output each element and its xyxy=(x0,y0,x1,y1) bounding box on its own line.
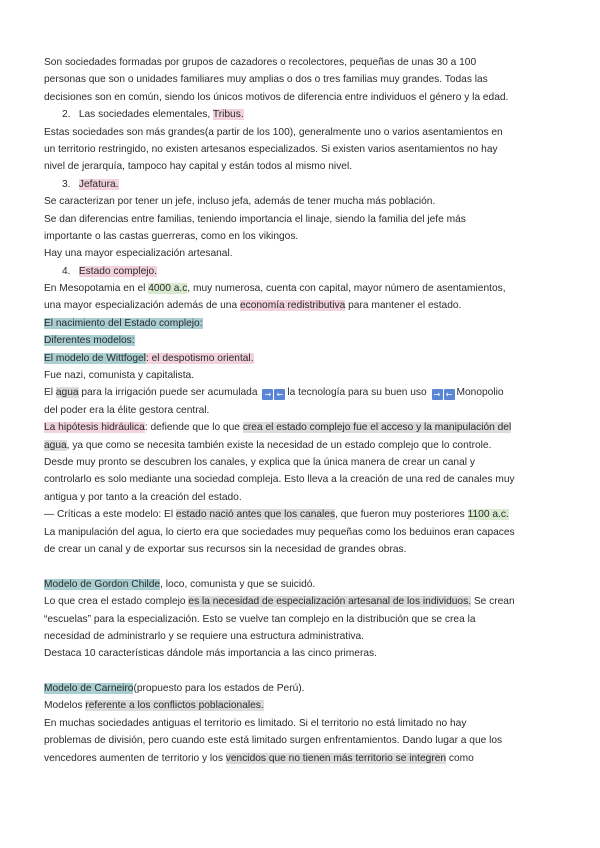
text-span: para mantener el estado. xyxy=(345,300,462,312)
wittfogel-line xyxy=(44,350,558,367)
highlight-vencidos: vencidos que no tienen más territorio se integren xyxy=(225,752,447,764)
arrow-pair xyxy=(432,389,455,400)
text-line: Estas sociedades son más grandes(a partir de los 100), generalmente uno o varios asentamientos en xyxy=(44,126,503,138)
left-arrow-icon: ← xyxy=(444,389,455,400)
text-line: un territorio restringido, no existen artesanos especializados. Si existen varios asentamientos no hay xyxy=(44,143,498,155)
text-line: “escuelas” para la especialización. Esto se vuelve tan complejo en la distribución que se crea la xyxy=(44,613,476,625)
highlight-heading: El nacimiento del Estado complejo: xyxy=(44,317,203,329)
text-line: necesidad de administrarlo y se requiere una estructura administrativa. xyxy=(44,630,364,642)
highlight-jefatura: Jefatura. xyxy=(78,178,119,190)
text-span: como xyxy=(446,752,474,764)
highlight-especializacion: es la necesidad de especialización artesanal de los individuos. xyxy=(188,596,472,608)
highlight-agua: agua xyxy=(55,387,79,399)
list-number: 3. xyxy=(62,178,71,190)
spacer xyxy=(44,558,558,575)
text-line: controlarlo es solo mediante una sociedad compleja. Esto lleva a la creación de una red de canales muy xyxy=(44,474,515,486)
highlight-wittfogel xyxy=(44,353,254,364)
text-line xyxy=(44,697,558,714)
text-span: , muy numerosa, cuenta con capital, mayor número de asentamientos, xyxy=(187,283,506,295)
list-item-4 xyxy=(44,263,558,280)
highlight-heading: Diferentes modelos: xyxy=(44,335,135,347)
highlight-agua: agua xyxy=(44,439,67,451)
text-line: Desde muy pronto se descubren los canales, y explica que la única manera de crear un canal y xyxy=(44,456,475,468)
text-line: Hay una mayor especialización artesanal. xyxy=(44,248,233,260)
highlight-economia-redistributiva: economía redistributiva xyxy=(239,300,346,312)
text-line: de crear un canal y de exportar sus recursos sin la necesidad de grandes obras. xyxy=(44,543,407,555)
criticas-line xyxy=(44,506,558,523)
text-span: Se crean xyxy=(471,596,515,608)
text-line: decisiones son en común, siendo los únicos motivos de diferencia entre individuos el género y la edad. xyxy=(44,91,509,103)
text-line: antigua y por tanto a la creación del estado. xyxy=(44,491,242,503)
text-line xyxy=(44,297,558,314)
highlight-hipotesis: La hipótesis hidráulica xyxy=(44,422,145,434)
text-line: problemas de división, pero cuando este está limitado surgen enfrentamientos. Dando lugar a que los xyxy=(44,735,503,747)
text-span: una mayor especialización además de una xyxy=(44,300,240,312)
text-line xyxy=(44,750,558,767)
text-span: la tecnología para su buen uso xyxy=(287,387,430,399)
arrow-pair xyxy=(262,389,285,400)
highlight-estado-complejo: Estado complejo. xyxy=(78,265,157,277)
text-line: Destaca 10 características dándole más importancia a las cinco primeras. xyxy=(44,648,377,660)
spacer xyxy=(44,663,558,680)
right-arrow-icon: → xyxy=(262,389,273,400)
left-arrow-icon: ← xyxy=(274,389,285,400)
highlight-crea-estado: crea el estado complejo fue el acceso y la manipulación del xyxy=(242,422,512,434)
list-number: 2. xyxy=(62,109,71,121)
text-line: Se caracterizan por tener un jefe, incluso jefa, además de tener mucha más población. xyxy=(44,196,436,208)
highlight-carneiro: Modelo de Carneiro xyxy=(44,683,134,695)
text-line xyxy=(44,593,558,610)
text-line: Son sociedades formadas por grupos de cazadores o recolectores, pequeñas de unas 30 a 100 xyxy=(44,57,477,68)
right-arrow-icon: → xyxy=(432,389,443,400)
heading-nacimiento xyxy=(44,315,558,332)
list-number: 4. xyxy=(62,265,71,277)
document-body xyxy=(44,54,558,767)
text-span: En Mesopotamia en el xyxy=(44,283,149,295)
list-item-2 xyxy=(44,106,558,123)
highlight-estado-nacio: estado nació antes que los canales xyxy=(175,509,336,521)
text-span: , ya que como se necesita también existe la necesidad de un estado complejo que lo controle. xyxy=(66,439,492,451)
text-span: , que fueron muy posteriores xyxy=(335,509,468,521)
text-line: La manipulación del agua, lo cierto era que sociedades muy pequeñas como los beduinos eran capaces xyxy=(44,526,515,538)
text-span: vencedores aumenten de territorio y los xyxy=(44,752,226,764)
text-span: : defiende que lo que xyxy=(144,422,243,434)
text-span: , loco, comunista y que se suicidó. xyxy=(160,578,316,590)
text-line: del poder era la élite gestora central. xyxy=(44,404,210,416)
text-line xyxy=(44,437,558,454)
hipotesis-line xyxy=(44,419,558,436)
text-span: : el despotismo oriental. xyxy=(145,352,254,364)
highlight-4000-ac: 4000 a.c xyxy=(148,283,188,295)
text-span: Lo que crea el estado complejo xyxy=(44,596,189,608)
highlight-gordon-childe: Modelo de Gordon Childe xyxy=(44,578,161,590)
agua-line xyxy=(44,384,558,401)
text-span: — Críticas a este modelo: El xyxy=(44,509,176,521)
text-line xyxy=(44,280,558,297)
text-line: importante o las castas guerreras, como en los vikingos. xyxy=(44,230,299,242)
highlight-1100-ac: 1100 a.c. xyxy=(467,509,509,521)
list-item-3 xyxy=(44,176,558,193)
text-line: personas que son o unidades familiares muy amplias o dos o tres familias muy grandes. Todas las xyxy=(44,74,488,86)
highlight-conflictos: referente a los conflictos poblacionales. xyxy=(85,700,264,712)
highlight-tribus: Tribus. xyxy=(212,109,244,121)
text-span: El xyxy=(44,387,56,399)
text-span: Modelos xyxy=(44,700,86,712)
text-line: nivel de jerarquía, tampoco hay capital y están todos al mismo nivel. xyxy=(44,161,353,173)
text-span: para la irrigación puede ser acumulada xyxy=(78,387,261,399)
heading-modelos xyxy=(44,332,558,349)
highlight-wittfogel-name: El modelo de Wittfogel xyxy=(44,352,146,364)
carneiro-line xyxy=(44,680,558,697)
text-span: Monopolio xyxy=(456,387,504,399)
text-line: En muchas sociedades antiguas el territorio es limitado. Si el territorio no está limitado no hay xyxy=(44,717,467,729)
text-span: (propuesto para los estados de Perú). xyxy=(133,683,305,695)
text-line: Fue nazi, comunista y capitalista. xyxy=(44,370,195,382)
text-line: Se dan diferencias entre familias, teniendo importancia el linaje, siendo la familia del jefe más xyxy=(44,213,466,225)
childe-line xyxy=(44,576,558,593)
list-text: Las sociedades elementales, xyxy=(78,109,213,121)
